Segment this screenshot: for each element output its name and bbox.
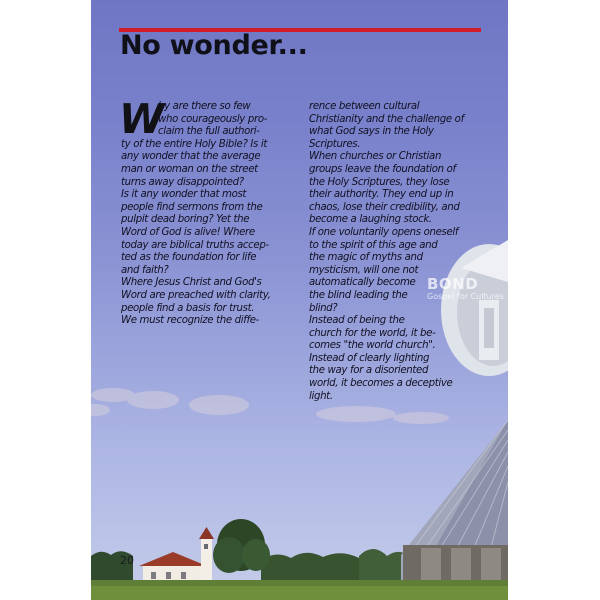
text-line: When churches or Christian bbox=[309, 151, 442, 163]
tree bbox=[213, 519, 270, 573]
text-line: who courageously pro- bbox=[158, 113, 268, 125]
text-line: the way for a disoriented bbox=[309, 365, 429, 377]
text-line: the Holy Scriptures, they lose bbox=[309, 176, 450, 188]
text-line: church for the world, it be- bbox=[309, 327, 436, 339]
text-line: If one voluntarily opens oneself bbox=[309, 226, 459, 238]
text-line: and faith? bbox=[121, 264, 169, 276]
text-line: We must recognize the diffe- bbox=[121, 315, 259, 327]
text-line: Word of God is alive! Where bbox=[121, 226, 255, 238]
text-line: to the spirit of this age and bbox=[309, 239, 438, 251]
text-line: hy are there so few bbox=[158, 101, 251, 112]
text-line: become a laughing stock. bbox=[309, 214, 432, 226]
watermark-tagline: Gospel for Cultures bbox=[427, 292, 504, 301]
text-line: Scriptures. bbox=[309, 138, 361, 150]
church bbox=[139, 527, 214, 585]
watermark-brand: BOND bbox=[427, 275, 479, 293]
text-line: the magic of myths and bbox=[309, 252, 423, 264]
text-column-left bbox=[119, 95, 304, 328]
text-line: ty of the entire Holy Bible? Is it bbox=[121, 138, 268, 150]
text-column-right bbox=[309, 101, 489, 403]
text-line: light. bbox=[309, 390, 333, 402]
text-line: man or woman on the street bbox=[121, 163, 258, 175]
text-line: blind? bbox=[309, 302, 338, 314]
text-line: their authority. They end up in bbox=[309, 189, 454, 201]
text-line: turns away disappointed? bbox=[121, 176, 244, 188]
text-line: Instead of being the bbox=[309, 315, 405, 327]
text-line: comes "the world church". bbox=[309, 340, 436, 352]
text-line: ted as the foundation for life bbox=[121, 252, 257, 264]
text-line: people find sermons from the bbox=[121, 201, 263, 213]
page-title: No wonder... bbox=[120, 30, 308, 61]
text-line: today are biblical truths accep- bbox=[121, 239, 269, 251]
meadow bbox=[91, 580, 508, 600]
text-line: any wonder that the average bbox=[121, 151, 261, 163]
text-line: automatically become bbox=[309, 277, 416, 289]
text-line: Christianity and the challenge of bbox=[309, 113, 464, 125]
text-line: rence between cultural bbox=[309, 101, 420, 112]
text-line: people find a basis for trust. bbox=[121, 302, 255, 314]
text-line: Where Jesus Christ and God's bbox=[121, 277, 262, 289]
drop-cap: W bbox=[119, 95, 165, 143]
page-number: 20 bbox=[120, 554, 134, 567]
watermark bbox=[427, 275, 508, 301]
brochure-page bbox=[91, 0, 508, 600]
text-line: Instead of clearly lighting bbox=[309, 352, 430, 364]
text-line: what God says in the Holy bbox=[309, 126, 434, 138]
text-line: groups leave the foundation of bbox=[309, 163, 456, 175]
pyramid-building bbox=[401, 420, 508, 585]
text-line: chaos, lose their credibility, and bbox=[309, 201, 460, 213]
text-line: mysticism, will one not bbox=[309, 264, 419, 276]
text-line: pulpit dead boring? Yet the bbox=[121, 214, 250, 226]
text-line: world, it becomes a deceptive bbox=[309, 378, 453, 390]
text-line: claim the full authori- bbox=[158, 126, 260, 138]
text-line: Word are preached with clarity, bbox=[121, 289, 271, 301]
text-line: the blind leading the bbox=[309, 289, 408, 301]
text-line: Is it any wonder that most bbox=[121, 189, 247, 201]
